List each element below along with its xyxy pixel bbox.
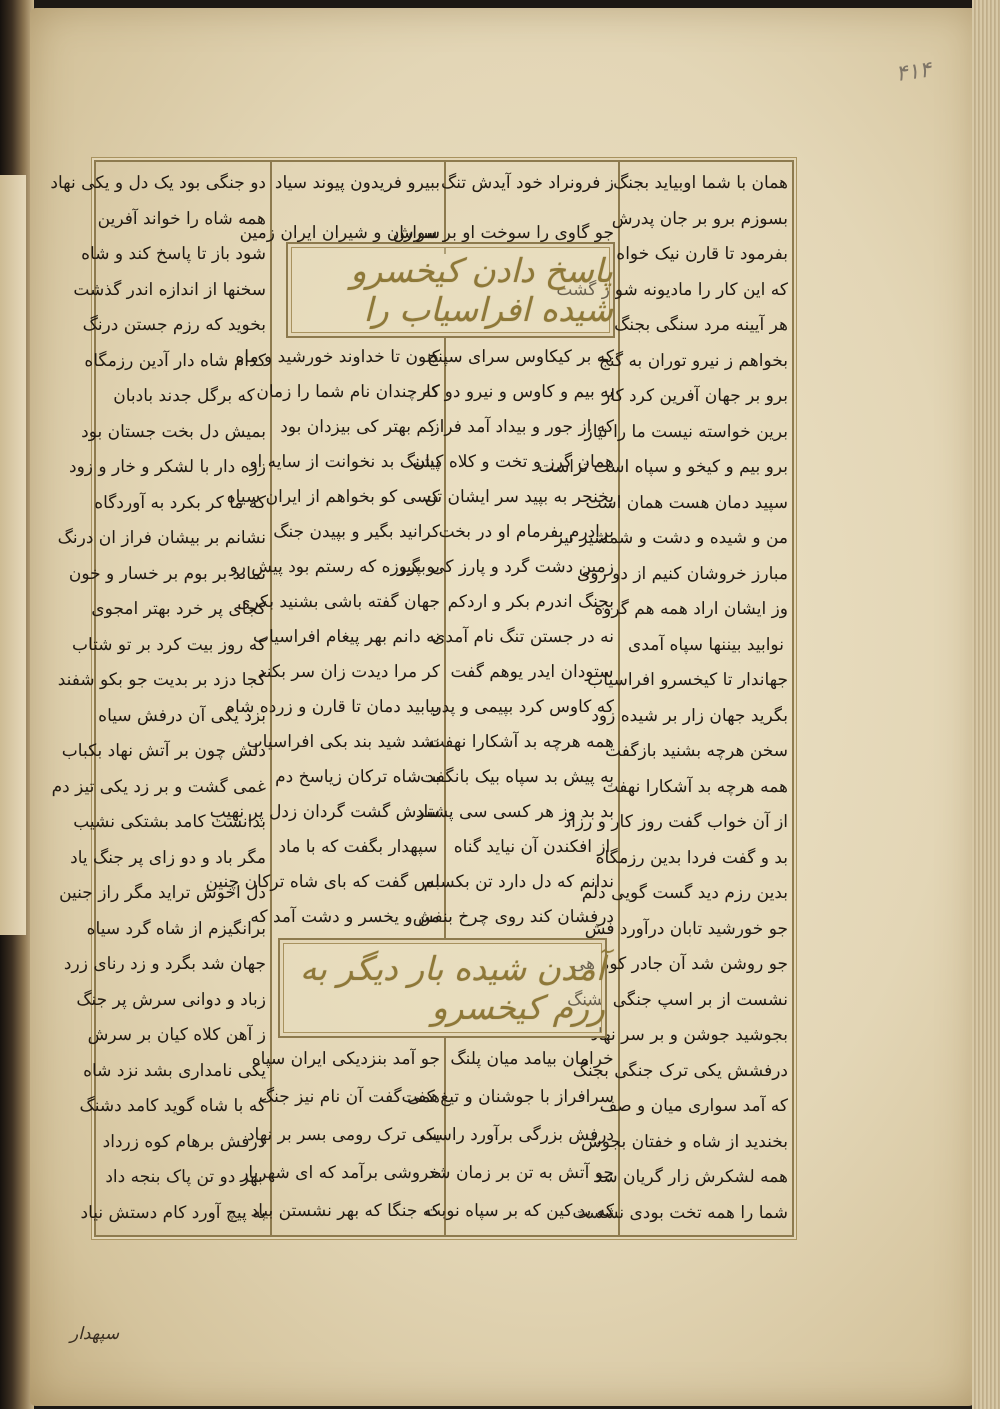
verse-line: که این کار را مادیونه شوار گشت [556, 279, 788, 300]
verse-line: بدین رزم دید گست گویی دلم [581, 883, 788, 904]
verse-line: یکی ترک رومی بسر بر نهاد [246, 1125, 440, 1145]
column-right [538, 168, 788, 1228]
verse-line: بفرمود تا قارن نیک خواه [616, 244, 788, 265]
verse-line: که برگل جدند بادبان [113, 386, 255, 407]
verse-line: که روز بیت کرد بر تو شتاب [71, 634, 266, 655]
verse-line: دل اخوش تراید مگر راز جنین [59, 883, 266, 904]
verse-line: نوابید بیننها سپاه آمدی [628, 634, 784, 655]
verse-line: جو روشن شد آن جادر کوه هی [571, 954, 788, 975]
verse-line: خرامان بیامد میان پلنگ [450, 1049, 614, 1069]
verse-line: بخندید از شاه و خفتان بجوش [580, 1131, 788, 1152]
verse-line: به پیش بد سپاه بیک بانگفت [420, 767, 614, 787]
verse-line: کنون تا خداوند خورشید و ماه [235, 347, 440, 367]
verse-line: درفش برهام کوه زرداد [102, 1131, 266, 1152]
page-stack-edge [972, 0, 1000, 1409]
verse-line: بمیش دل بخت جستان بود [81, 421, 266, 442]
verse-line: همان با شما اوبیاید بجنگ [613, 173, 788, 193]
verse-line: شما را همه تخت بودی نشست [572, 1202, 788, 1223]
verse-line: نه دانم بهر پیغام افراسیاب [252, 627, 440, 647]
verse-line: ستودان ایدر یوهم گفت [450, 662, 614, 682]
verse-line: بزد یکی آن درفش سیاه [98, 705, 266, 726]
verse-line: جهان شد بگرد و زد رنای زرد [63, 954, 266, 975]
verse-line: بجنگ اندرم بکر و اردکم [447, 592, 614, 612]
verse-line: زره دار با لشکر و خار و زود [69, 457, 266, 478]
verse-line: کجای پر خرد بهتر امجوی [91, 599, 266, 620]
verse-line: که بر کیکاوس سرای سپنج [427, 347, 614, 367]
section-heading-1 [286, 242, 615, 338]
verse-line: بو پروزه که رستم بود پیش رو [229, 557, 440, 577]
verse-line: همان گرز و تخت و کلاه کیان [412, 452, 614, 472]
verse-line: نه در جستن تنگ نام آمدی [432, 627, 614, 647]
column-second-lower [401, 1044, 614, 1226]
verse-line: که ما کر بکرد به آوردگاه [94, 492, 266, 513]
verse-line: بخنجر به بپید سر ایشان تن [424, 487, 614, 507]
catchword: سپهدار [70, 1324, 120, 1344]
verse-line: درفش بزرگی برآورد راست [420, 1125, 614, 1145]
verse-line: برو بیم و کیخو و سپاه است تراست [538, 457, 788, 478]
verse-line: بگرید جهان زار بر شیده زود [591, 705, 788, 726]
verse-line: سواران و شیران ایران زمین [239, 223, 440, 243]
verse-line: برانگیزم از شاه گرد سیاه [86, 918, 266, 939]
verse-line: سرافراز با جوشنان و تیغ کفت [401, 1087, 614, 1107]
verse-line: بسوزم برو بر جان پدرش [611, 208, 788, 229]
verse-line: ندانم که دل دارد تن بکسلم [423, 872, 614, 892]
verse-line: همه لشکرش زار گریان شد [594, 1167, 788, 1188]
verse-line: مگر باد و دو زای پر جنگ یاد [70, 847, 266, 868]
verse-line: پشنگ بد نخوانت از سایه او [249, 452, 440, 472]
verse-line: که از جور و بیداد آمد فراز [431, 417, 614, 437]
verse-line: بهر دو تن پاک بنجه داد [105, 1167, 263, 1188]
verse-line: هر آیینه مرد سنگی بجنگ [614, 315, 788, 336]
verse-line: دو جنگی بود یک دل و یکی نهاد [50, 173, 266, 193]
verse-line: همه شاه را خواند آفرین [97, 208, 266, 229]
column-third-top [239, 168, 440, 248]
verse-line: بیابید دمان تا قارن و زرده شاه [226, 697, 440, 717]
verse-line: برادرم بفرمام او در بخت [438, 522, 614, 542]
verse-line: از افکندن آن نیاید گناه [453, 837, 611, 857]
verse-line: جهاندار تا کیخسرو افراسیاب [587, 670, 788, 691]
verse-line: کدام شاه دار آدین رزمگاه [84, 350, 266, 371]
verse-line: که کاوس کرد بپیمی و پدر [433, 697, 614, 717]
verse-line: جو آمد بنزدیکی ایران سپاه [251, 1049, 440, 1069]
verse-line: بخوید که رزم جستن درنگ [82, 315, 266, 336]
facing-page-edge [0, 175, 27, 935]
verse-line: جو خورشید تابان درآورد فش [584, 918, 788, 939]
verse-line: بخواهم ز نیرو توران به گنج [598, 350, 788, 371]
verse-line: نشانم بر بیشان فراز ان درنگ [57, 528, 266, 549]
verse-line: همه هرچه بد آشکارا نهفت [428, 732, 614, 752]
verse-line: غمی گشت و بر زد یکی تیز دم [51, 776, 266, 797]
verse-line: نشد شید بند بکی افراسیاب [246, 732, 440, 752]
verse-line: بد شاه ترکان زیاسخ دم [275, 767, 440, 787]
verse-line: سخنها از اندازه اندر گذشت [73, 279, 266, 300]
verse-line: مبارز خروشان کنیم از دو روی [577, 563, 788, 584]
verse-line: به پیچ آورد کام دستش نیاد [80, 1202, 266, 1223]
folio-number: ۴۱۴ [894, 57, 933, 88]
column-third [205, 342, 440, 932]
verse-line: نشست از بر اسپ جنگی پشنگ [567, 989, 788, 1010]
verse-line: که آمد سواری میان و صف [599, 1096, 788, 1117]
verse-line: کر مرا دیدت زان سر بکند [257, 662, 440, 682]
column-second-top [392, 168, 614, 248]
verse-line: نماند بر بوم بر خسار و خون [68, 563, 266, 584]
verse-line: درفشش یکی ترک جنگی بجنگ [572, 1060, 788, 1081]
text-frame [50, 160, 794, 1237]
verse-line: کرانید بگیر و بپیدن جنگ [273, 522, 440, 542]
verse-line: به بیم و کاوس و نیرو دو کار [417, 382, 614, 402]
verse-line: کم بهتر کی بیزدان بود [280, 417, 436, 437]
section-heading-2 [278, 938, 607, 1038]
verse-line: بس گفت که بای شاه ترکان چنین [205, 872, 440, 892]
column-second [397, 342, 614, 932]
verse-line: دلش چون بر آتش نهاد بکباب [61, 741, 266, 762]
verse-line: ز آهن کلاه کیان بر سرش [87, 1025, 266, 1046]
verse-line: همه هرچه بد آشکارا نهفت [602, 776, 788, 797]
verse-line: بد و گفت فردا بدین رزمگاه [595, 847, 788, 868]
verse-line: کجا دزد بر بدیت جو بکو شفند [57, 670, 266, 691]
verse-line: جو گاوی را سوخت او بر سرش [392, 223, 614, 243]
verse-line: از آن خواب گفت روز کار و رزاد [563, 812, 788, 833]
verse-line: ز فرونراد خود آیدش تنگ [440, 173, 614, 193]
verse-line: همی گفت آن نام نیز جنگ [258, 1087, 440, 1107]
verse-line: که جنگا که بهر نشستن بیاد [250, 1201, 440, 1221]
verse-line: که چندان نام شما را زمان [256, 382, 440, 402]
verse-line: برین خواسته نیست ما را نیاز [584, 421, 788, 442]
verse-line: وز ایشان اراد همه هم گروه [594, 599, 788, 620]
verse-line: جو آتش به تن بر زمان شد [427, 1163, 614, 1183]
heading-text: آمدن شیده بار دیگر به رزم کیخسرو [300, 949, 605, 1027]
verse-line: جهان گفته باشی بشنید بکری [237, 592, 440, 612]
verse-line: ببیرو فریدون پیوند سیاد [274, 173, 440, 193]
heading-text: پاسخ دادن کیخسرو شیده افراسیاب را [350, 251, 613, 329]
verse-line: بدانست کامد بشتکی نشیب [73, 812, 266, 833]
verse-line: سپید دمان هست همان است [585, 492, 788, 513]
verse-line: سپهدار بگفت که با ماد [278, 837, 438, 857]
verse-line: شود باز تا پاسخ کند و شاه [81, 244, 266, 265]
verse-line: بجوشید جوشن و بر سر نهاد [590, 1025, 788, 1046]
verse-line: سرش گشت گردان زدل پر نهیب [209, 802, 440, 822]
verse-line: کسی کو بخواهم از ایران سیاه [226, 487, 440, 507]
verse-line: من و شیده و دشت و شمشیر تیز [554, 528, 788, 549]
verse-line: خروشی برآمد که ای شهریار [240, 1163, 440, 1183]
verse-line: من و یخسر و دشت آمد که [250, 907, 440, 927]
verse-line: که بد کین که بر سپاه نوبت [424, 1201, 614, 1221]
verse-line: زباد و دوانی سرش پر جنگ [76, 989, 266, 1010]
verse-line: که با شاه گوید کامد دشنگ [79, 1096, 266, 1117]
verse-line: بد بد وز هر کسی سی پشتاد [415, 802, 614, 822]
verse-line: برو بر جهان آفرین کرد کار [602, 386, 788, 407]
verse-line: زمین دشت گرد و پارز کی بگیر [397, 557, 614, 577]
verse-line: یکی نامداری بشد نزد شاه [83, 1060, 266, 1081]
column-left [50, 168, 266, 1228]
column-third-lower [240, 1044, 440, 1226]
verse-line: سخن هرچه بشنید بازگفت [605, 741, 788, 762]
verse-line: درفشان کند روی چرخ بنفش [412, 907, 614, 927]
